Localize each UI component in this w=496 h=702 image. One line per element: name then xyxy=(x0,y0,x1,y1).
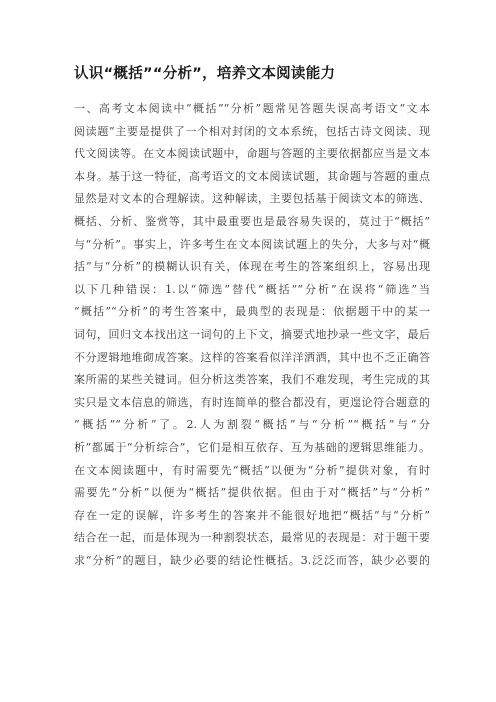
body-line: 案所需的某些关键词。但分析这类答案，我们不难发现，考生完成的其 xyxy=(74,373,430,387)
body-line: 概括、分析、鉴赏等，其中最重要也是最容易失误的，莫过于“概括” xyxy=(74,214,430,228)
body-line: 结合在一起，而是体现为一种割裂状态，最常见的表现是：对于题干要 xyxy=(74,531,430,545)
body-line: “概括”“分析”的考生答案中，最典型的表现是：依据题干中的某一 xyxy=(74,305,430,319)
body-line: 析”都属于“分析综合”，它们是相互依存、互为基础的逻辑思维能力。 xyxy=(74,440,430,454)
body-line: “概括”“分析”了。2.人为割裂“概括”与“分析”“概括”与“分 xyxy=(74,418,430,432)
body-line: 代文阅读等。在文本阅读试题中，命题与答题的主要依据都应当是文本 xyxy=(74,147,430,161)
body-line: 在文本阅读题中，有时需要先“概括”以便为“分析”提供对象，有时 xyxy=(74,463,430,477)
document-body xyxy=(74,98,430,572)
body-line: 阅读题”主要是提供了一个相对封闭的文本系统，包括古诗文阅读、现 xyxy=(74,124,430,138)
body-line: 词句，回归文本找出这一词句的上下文，摘要式地抄录一些文字，最后 xyxy=(74,327,430,341)
body-line: 显然是对文本的合理解读。这种解读，主要包括基于阅读文本的筛选、 xyxy=(74,192,430,206)
body-line: 存在一定的误解，许多考生的答案并不能很好地把“概括”与“分析” xyxy=(74,508,430,522)
document-title: 认识“概括”“分析”，培养文本阅读能力 xyxy=(74,66,336,82)
body-line: 括”与“分析”的模糊认识有关，体现在考生的答案组织上，容易出现 xyxy=(74,260,430,274)
body-line: 需要先“分析”以便为“概括”提供依据。但由于对“概括”与“分析” xyxy=(74,486,430,500)
body-line: 求“分析”的题目，缺少必要的结论性概括。3.泛泛而答，缺少必要的 xyxy=(74,553,430,567)
body-line: 一、高考文本阅读中“概括”“分析”题常见答题失误高考语文“文本 xyxy=(74,102,430,115)
body-line: 以下几种错误：1.以“筛选”替代“概括”“分析”在误将“筛选”当 xyxy=(74,282,430,296)
body-line: 与“分析”。事实上，许多考生在文本阅读试题上的失分，大多与对“概 xyxy=(74,237,430,251)
body-line: 不分逻辑地堆砌成答案。这样的答案看似洋洋洒洒，其中也不乏正确答 xyxy=(74,350,430,364)
body-line: 实只是文本信息的筛选，有时连简单的整合都没有，更遑论符合题意的 xyxy=(74,395,430,409)
body-line: 本身。基于这一特征，高考语文的文本阅读试题，其命题与答题的重点 xyxy=(74,169,430,183)
